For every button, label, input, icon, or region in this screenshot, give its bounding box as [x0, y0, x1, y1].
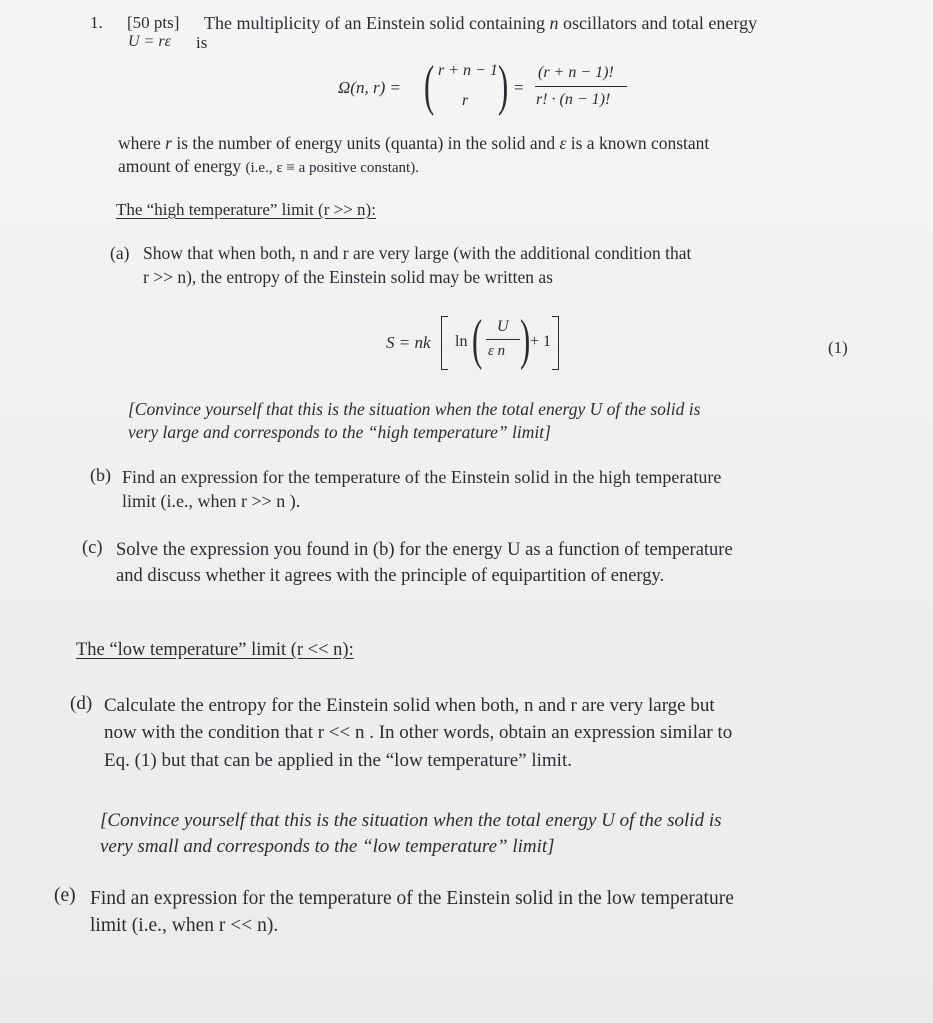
low-temp-heading: The “low temperature” limit (r << n): [76, 640, 354, 660]
part-d-line1: Calculate the entropy for the Einstein solid when both, n and r are very large but [104, 695, 715, 716]
intro-is: is [196, 33, 208, 52]
binom-close-paren: ) [498, 55, 509, 117]
intro-line1: The multiplicity of an Einstein solid containing n oscillators and total energy [204, 13, 758, 33]
part-a-line1: Show that when both, n and r are very large (with the additional condition that [143, 243, 692, 263]
equation-number: (1) [828, 338, 848, 357]
fraction-numerator: (r + n − 1)! [538, 64, 614, 81]
part-c-line2: and discuss whether it agrees with the principle of equipartition of energy. [116, 566, 665, 586]
problem-number: 1. [90, 13, 103, 32]
part-e-line1: Find an expression for the temperature of the Einstein solid in the low temperature [90, 888, 734, 909]
part-b-label: (b) [90, 465, 111, 485]
part-d-line3: Eq. (1) but that can be applied in the “low temperature” limit. [104, 750, 572, 771]
high-temp-note-line1: [Convince yourself that this is the situation when the total energy U of the solid is [128, 399, 701, 419]
ln-numerator: U [497, 318, 509, 335]
ln-symbol: ln [455, 333, 468, 350]
binom-bottom: r [462, 92, 469, 109]
fraction-denominator: r! · (n − 1)! [536, 91, 611, 108]
high-temp-note-line2: very large and corresponds to the “high temperature” limit] [128, 422, 551, 442]
definition-line1: where r is the number of energy units (quanta) in the solid and ε is a known constant [118, 133, 710, 153]
binom-top: r + n − 1 [438, 62, 498, 79]
part-c-label: (c) [82, 538, 103, 558]
part-d-label: (d) [70, 693, 93, 714]
definition-line2: amount of energy (i.e., ε ≡ a positive constant). [118, 156, 419, 176]
part-c-line1: Solve the expression you found in (b) for the energy U as a function of temperature [116, 540, 733, 560]
ln-denominator: ε n [488, 343, 506, 359]
ln-open-paren: ( [472, 309, 483, 371]
ln-close-paren: ) [520, 309, 531, 371]
part-b-line1: Find an expression for the temperature of the Einstein solid in the high temperature [122, 467, 722, 487]
part-b-line2: limit (i.e., when r >> n ). [122, 491, 301, 511]
fraction-bar [535, 86, 627, 87]
intro-energy: U = rε [128, 33, 171, 50]
low-temp-note-line2: very small and corresponds to the “low temperature” limit] [100, 836, 555, 857]
binom-open-paren: ( [424, 55, 435, 117]
part-e-line2: limit (i.e., when r << n). [90, 915, 279, 936]
omega-lhs: Ω(n, r) = [338, 78, 401, 97]
low-temp-note-line1: [Convince yourself that this is the situation when the total energy U of the solid is [100, 810, 722, 831]
high-temp-heading: The “high temperature” limit (r >> n): [116, 200, 376, 219]
equals-sign: = [514, 78, 524, 97]
part-a-label: (a) [110, 243, 130, 263]
ln-fraction-bar [486, 339, 520, 340]
part-e-label: (e) [54, 885, 76, 906]
plus-one: + 1 [530, 333, 552, 350]
part-a-line2: r >> n), the entropy of the Einstein solid may be written as [143, 267, 553, 287]
entropy-lhs: S = nk [386, 333, 431, 352]
problem-points: [50 pts] [127, 13, 180, 32]
left-square-bracket [441, 316, 448, 370]
right-square-bracket [552, 316, 559, 370]
part-d-line2: now with the condition that r << n . In other words, obtain an expression similar to [104, 722, 733, 743]
